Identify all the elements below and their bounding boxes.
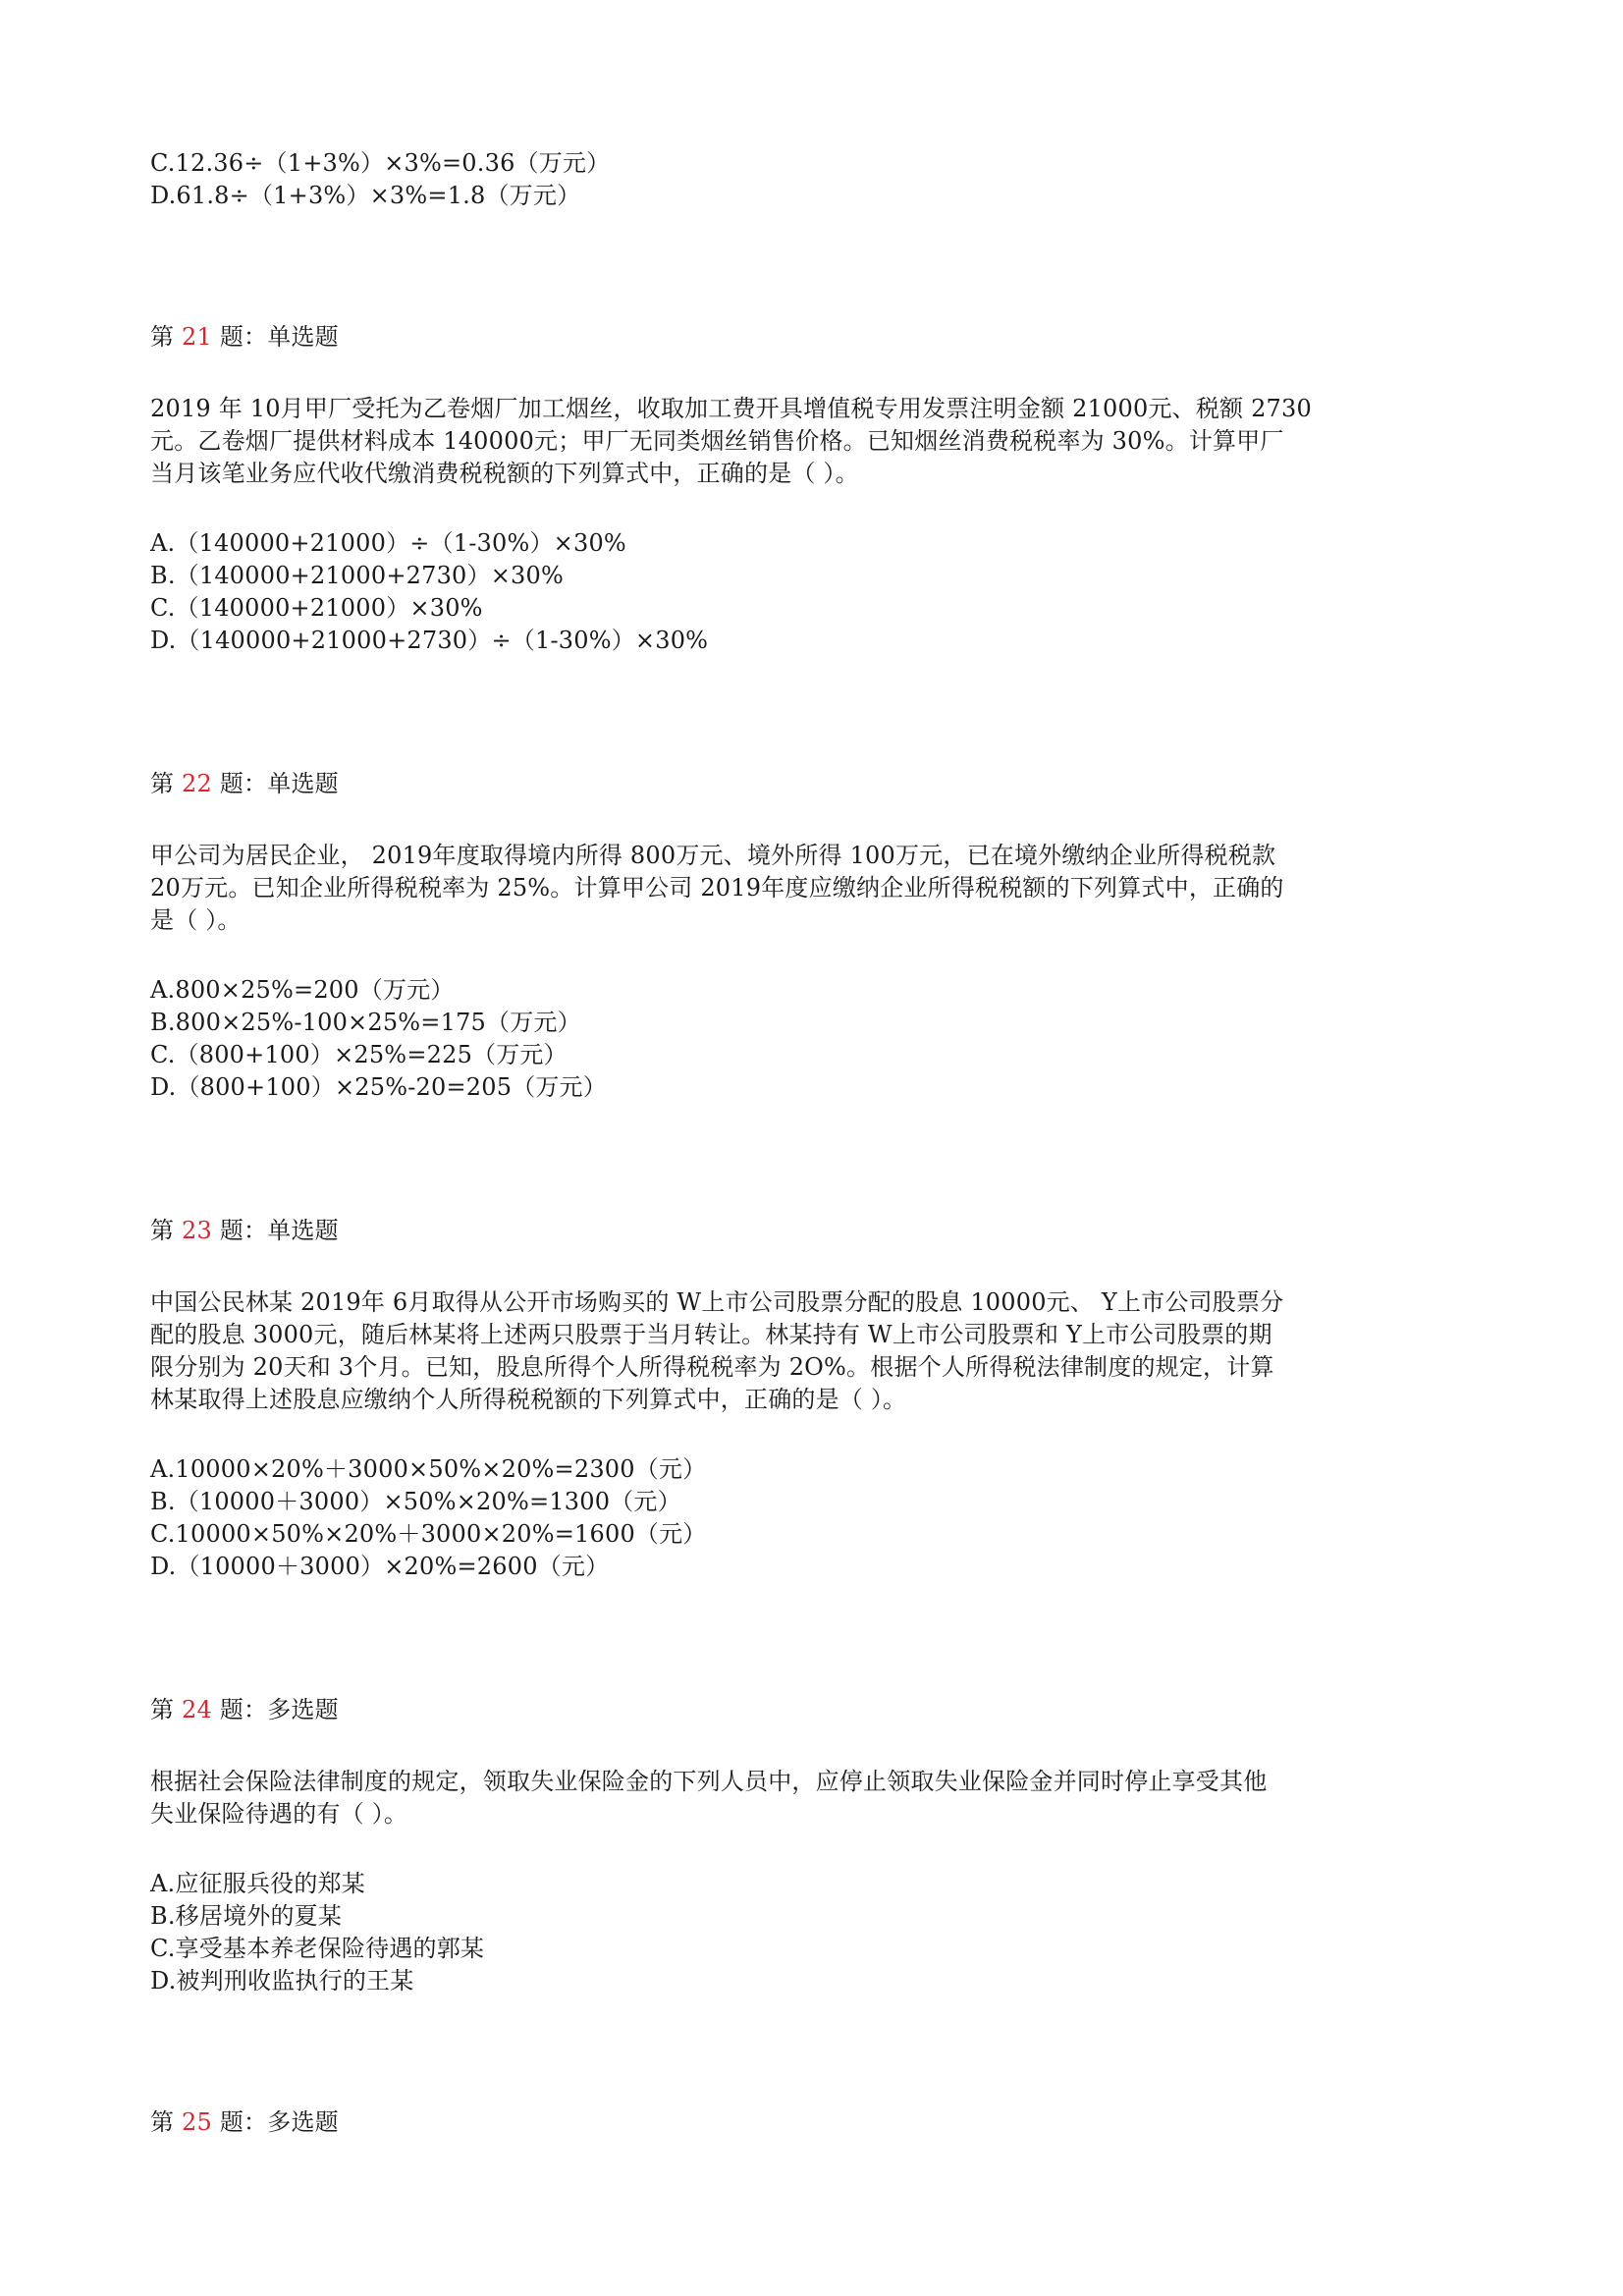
question-24-option-c: C.享受基本养老保险待遇的郭某 <box>150 1935 485 1962</box>
question-22-stem-line: 甲公司为居民企业， 2019年度取得境内所得 800万元、境外所得 100万元，已在境外缴纳企业所得税税款 <box>150 842 1276 869</box>
question-22-stem-line: 20万元。已知企业所得税税率为 25%。计算甲公司 2019年度应缴纳企业所得税税额的下列算式中，正确的 <box>150 874 1284 902</box>
carryover-option-d: D.61.8÷（1+3%）×3%=1.8（万元） <box>150 182 581 209</box>
question-23-stem-line: 中国公民林某 2019年 6月取得从公开市场购买的 W上市公司股票分配的股息 10000元、 Y上市公司股票分 <box>150 1288 1284 1316</box>
question-number: 23 <box>182 1217 212 1244</box>
question-24-option-d: D.被判刑收监执行的王某 <box>150 1967 414 1995</box>
question-24-stem-line: 根据社会保险法律制度的规定，领取失业保险金的下列人员中，应停止领取失业保险金并同时停止享受其他 <box>150 1768 1268 1795</box>
question-21-option-b: B.（140000+21000+2730）×30% <box>150 562 564 589</box>
question-21-option-c: C.（140000+21000）×30% <box>150 594 483 622</box>
question-21-stem-line: 元。乙卷烟厂提供材料成本 140000元；甲厂无同类烟丝销售价格。已知烟丝消费税税率为 30%。计算甲厂 <box>150 427 1284 455</box>
question-21-header <box>150 321 339 354</box>
question-number: 24 <box>182 1696 212 1723</box>
question-21-stem-line: 2019 年 10月甲厂受托为乙卷烟厂加工烟丝，收取加工费开具增值税专用发票注明金额 21000元、税额 2730 <box>150 395 1312 422</box>
question-23-stem-line: 限分别为 20天和 3个月。已知，股息所得个人所得税税率为 2O%。根据个人所得税法律制度的规定，计算 <box>150 1353 1274 1381</box>
question-prefix: 第 <box>150 1217 175 1244</box>
question-22-option-d: D.（800+100）×25%-20=205（万元） <box>150 1073 607 1101</box>
question-24-stem-line: 失业保险待遇的有（ ）。 <box>150 1800 408 1828</box>
question-24-header <box>150 1694 339 1726</box>
question-22-option-b: B.800×25%-100×25%=175（万元） <box>150 1009 581 1036</box>
question-type: 题：单选题 <box>219 770 339 797</box>
question-type: 题：单选题 <box>219 1217 339 1244</box>
question-21-stem-line: 当月该笔业务应代收代缴消费税税额的下列算式中，正确的是（ ）。 <box>150 460 859 487</box>
question-22-header <box>150 768 339 800</box>
question-23-option-c: C.10000×50%×20%＋3000×20%=1600（元） <box>150 1520 707 1548</box>
question-23-stem-line: 林某取得上述股息应缴纳个人所得税税额的下列算式中，正确的是（ ）。 <box>150 1386 907 1413</box>
question-type: 题：单选题 <box>219 323 339 351</box>
question-type: 题：多选题 <box>219 2108 339 2136</box>
question-21-option-d: D.（140000+21000+2730）÷（1-30%）×30% <box>150 627 709 654</box>
question-21-option-a: A.（140000+21000）÷（1-30%）×30% <box>150 529 626 557</box>
carryover-option-c: C.12.36÷（1+3%）×3%=0.36（万元） <box>150 149 611 177</box>
question-23-stem-line: 配的股息 3000元，随后林某将上述两只股票于当月转让。林某持有 W上市公司股票和 Y上市公司股票的期 <box>150 1321 1272 1348</box>
question-23-header <box>150 1215 339 1247</box>
question-prefix: 第 <box>150 1696 175 1723</box>
question-number: 21 <box>182 323 212 351</box>
question-prefix: 第 <box>150 770 175 797</box>
question-number: 22 <box>182 770 212 797</box>
question-22-option-a: A.800×25%=200（万元） <box>150 976 455 1004</box>
question-24-option-a: A.应征服兵役的郑某 <box>150 1870 365 1897</box>
question-type: 题：多选题 <box>219 1696 339 1723</box>
question-24-option-b: B.移居境外的夏某 <box>150 1902 343 1930</box>
question-22-option-c: C.（800+100）×25%=225（万元） <box>150 1041 568 1068</box>
question-22-stem-line: 是（ ）。 <box>150 906 242 934</box>
question-25-header <box>150 2106 339 2139</box>
question-prefix: 第 <box>150 2108 175 2136</box>
question-23-option-a: A.10000×20%＋3000×50%×20%=2300（元） <box>150 1455 707 1483</box>
question-23-option-d: D.（10000＋3000）×20%=2600（元） <box>150 1553 610 1580</box>
question-prefix: 第 <box>150 323 175 351</box>
question-number: 25 <box>182 2108 212 2136</box>
question-23-option-b: B.（10000＋3000）×50%×20%=1300（元） <box>150 1488 681 1515</box>
